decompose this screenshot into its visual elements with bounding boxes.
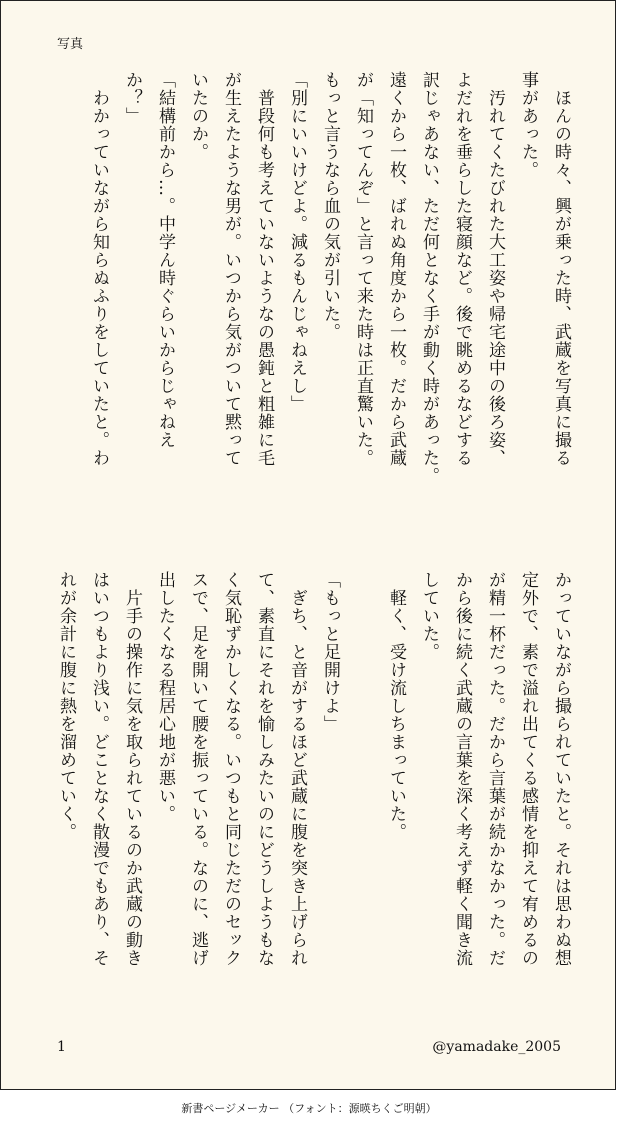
chapter-title: 写真 — [57, 37, 84, 52]
text-column-bottom: かっていながら撮られていたと。それは思わぬ想 定外で、素で溢れ出てくる感情を抑えて宥めるの が精一杯だった。だから言葉が続かなかった。だ から後に続く武蔵の言葉を深く考えず軽く聞き流 していた。 軽く、受け流しちまっていた。 「もっと足開けよ」 ぎち、と音がするほど武蔵に腹を突き上げられ て、素直にそれを愉しみたいのにどうしようもな く気恥ずかしくなる。いつもと同じただのセック スで、足を開いて腰を振っている。なのに、逃げ 出したくなる程居心地が悪い。 片手の操作に気を取られているのか武蔵の動き はいつもより浅い。どことなく散漫でもあり、そ れが余計に腹に熱を溜めていく。 — [56, 571, 571, 967]
text-column-top: ほんの時々、興が乗った時、武蔵を写真に撮る 事があった。 汚れてくたびれた大工姿や帰宅途中の後ろ姿、 よだれを垂らした寝顔など。後で眺めるなどする 訳じゃあない、ただ何となく手が動く時があった。 遠くから一枚、ばれぬ角度から一枚。だから武蔵 が「知ってんぞ」と言って来た時は正直驚いた。 もっと言うなら血の気が引いた。 「別にいいけどよ。減るもんじゃねえし」 普段何も考えていないようなの愚鈍と粗雑に毛 が生えたような男が。いつから気がついて黙って いたのか。 「結構前から…。中学ん時ぐらいからじゃねえ か？」 わかっていながら知らぬふりをしていたと。わ — [89, 71, 571, 485]
generator-caption: 新書ページメーカー （フォント：源暎ちくご明朝） — [181, 1102, 437, 1115]
author-handle: @yamadake_2005 — [432, 1039, 561, 1055]
page-number: 1 — [57, 1039, 66, 1055]
